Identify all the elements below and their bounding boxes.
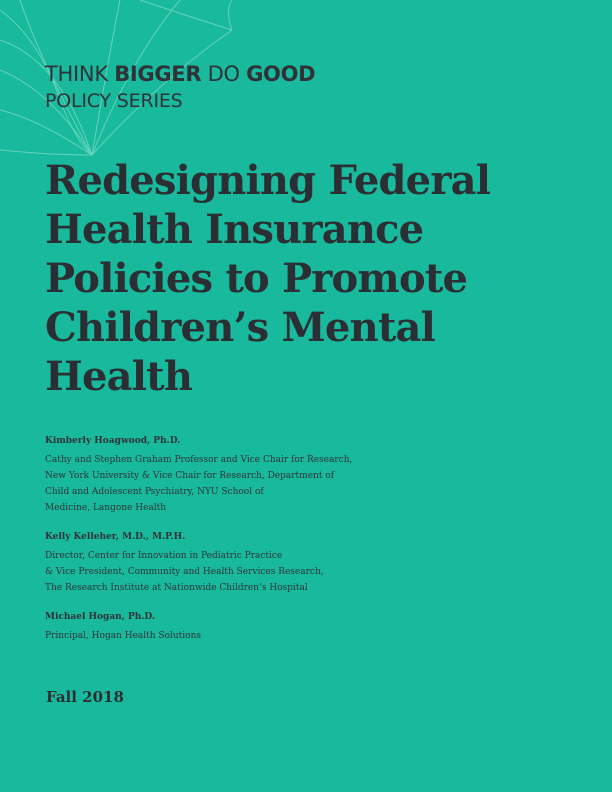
document-title	[45, 156, 585, 401]
title-line: Health Insurance	[45, 206, 424, 253]
author-name: Michael Hogan, Ph.D.	[45, 612, 156, 622]
author-affiliation	[45, 548, 405, 596]
author-block	[45, 609, 405, 644]
author-name: Kimberly Hoagwood, Ph.D.	[45, 436, 181, 446]
tagline-think: THINK	[45, 62, 108, 86]
affiliation-line: Cathy and Stephen Graham Professor and Vice Chair for Research,	[45, 455, 353, 465]
author-affiliation	[45, 452, 405, 516]
publication-date: Fall 2018	[46, 688, 124, 706]
affiliation-line: The Research Institute at Nationwide Children’s Hospital	[45, 583, 308, 593]
policy-series-heading	[45, 60, 315, 114]
author-affiliation	[45, 628, 405, 644]
title-line: Children’s Mental	[45, 304, 436, 351]
series-name: POLICY SERIES	[45, 90, 183, 112]
affiliation-line: Director, Center for Innovation in Pediatric Practice	[45, 551, 283, 561]
tagline-bigger: BIGGER	[114, 62, 202, 86]
affiliation-line: Child and Adolescent Psychiatry, NYU School of	[45, 487, 264, 497]
author-name: Kelly Kelleher, M.D., M.P.H.	[45, 532, 186, 542]
tagline-do: DO	[207, 62, 240, 86]
title-line: Policies to Promote	[45, 255, 468, 302]
affiliation-line: New York University & Vice Chair for Research, Department of	[45, 471, 335, 481]
affiliation-line: Medicine, Langone Health	[45, 503, 167, 513]
tagline-good: GOOD	[246, 62, 316, 86]
series-tagline	[45, 60, 315, 88]
affiliation-line: & Vice President, Community and Health Services Research,	[45, 567, 324, 577]
title-line: Redesigning Federal	[45, 157, 491, 204]
author-block	[45, 433, 405, 516]
author-block	[45, 529, 405, 596]
author-list	[45, 433, 405, 657]
title-line: Health	[45, 353, 193, 400]
affiliation-line: Principal, Hogan Health Solutions	[45, 631, 202, 641]
